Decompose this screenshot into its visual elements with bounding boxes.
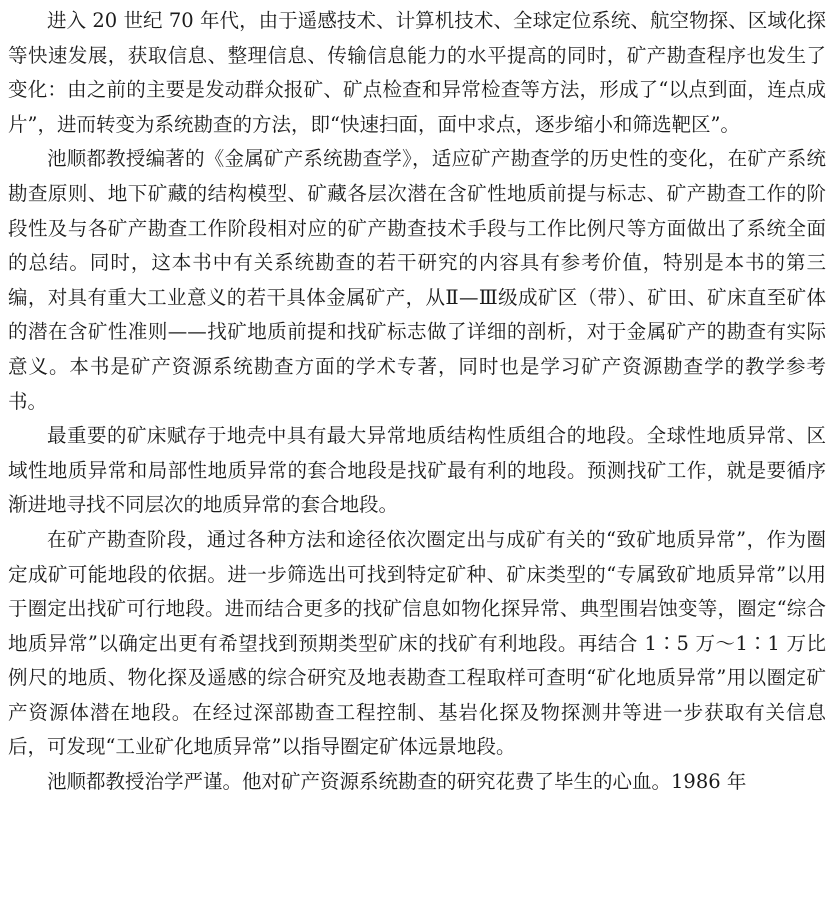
- paragraph-exploration-stages: 在矿产勘查阶段，通过各种方法和途径依次圈定出与成矿有关的“致矿地质异常”，作为圈定成矿可能地段的依据。进一步筛选出可找到特定矿种、矿床类型的“专属致矿地质异常”以用于圈定出找矿可行地段。进而结合更多的找矿信息如物化探异常、典型围岩蚀变等，圈定“综合地质异常”以确定出更有希望找到预期类型矿床的找矿有利地段。再结合 1∶5 万～1∶1 万比例尺的地质、物化探及遥感的综合研究及地表勘查工程取样可查明“矿化地质异常”用以圈定矿产资源体潜在地段。在经过深部勘查工程控制、基岩化探及物探测井等进一步获取有关信息后，可发现“工业矿化地质异常”以指导圈定矿体远景地段。: [8, 527, 826, 759]
- document-page: [8, 4, 826, 800]
- paragraph-book-summary: 池顺都教授编著的《金属矿产系统勘查学》，适应矿产勘查学的历史性的变化，在矿产系统勘查原则、地下矿藏的结构模型、矿藏各层次潜在含矿性地质前提与标志、矿产勘查工作的阶段性及与各矿产勘查工作阶段相对应的矿产勘查技术手段与工作比例尺等方面做出了系统全面的总结。同时，这本书中有关系统勘查的若干研究的内容具有参考价值，特别是本书的第三编，对具有重大工业意义的若干具体金属矿产，从Ⅱ—Ⅲ级成矿区（带）、矿田、矿床直至矿体的潜在含矿性准则——找矿地质前提和找矿标志做了详细的剖析，对于金属矿产的勘查有实际意义。本书是矿产资源系统勘查方面的学术专著，同时也是学习矿产资源勘查学的教学参考书。: [8, 147, 826, 413]
- paragraph-1970s-exploration: 进入 20 世纪 70 年代，由于遥感技术、计算机技术、全球定位系统、航空物探、区域化探等快速发展，获取信息、整理信息、传输信息能力的水平提高的同时，矿产勘查程序也发生了变化：由之前的主要是发动群众报矿、矿点检查和异常检查等方法，形成了“以点到面，连点成片”，进而转变为系统勘查的方法，即“快速扫面，面中求点，逐步缩小和筛选靶区”。: [8, 9, 826, 136]
- paragraph-geological-anomaly: 最重要的矿床赋存于地壳中具有最大异常地质结构性质组合的地段。全球性地质异常、区域性地质异常和局部性地质异常的套合地段是找矿最有利的地段。预测找矿工作，就是要循序渐进地寻找不同层次的地质异常的套合地段。: [8, 424, 826, 517]
- paragraph-professor-biography: 池顺都教授治学严谨。他对矿产资源系统勘查的研究花费了毕生的心血。1986 年: [47, 770, 747, 794]
